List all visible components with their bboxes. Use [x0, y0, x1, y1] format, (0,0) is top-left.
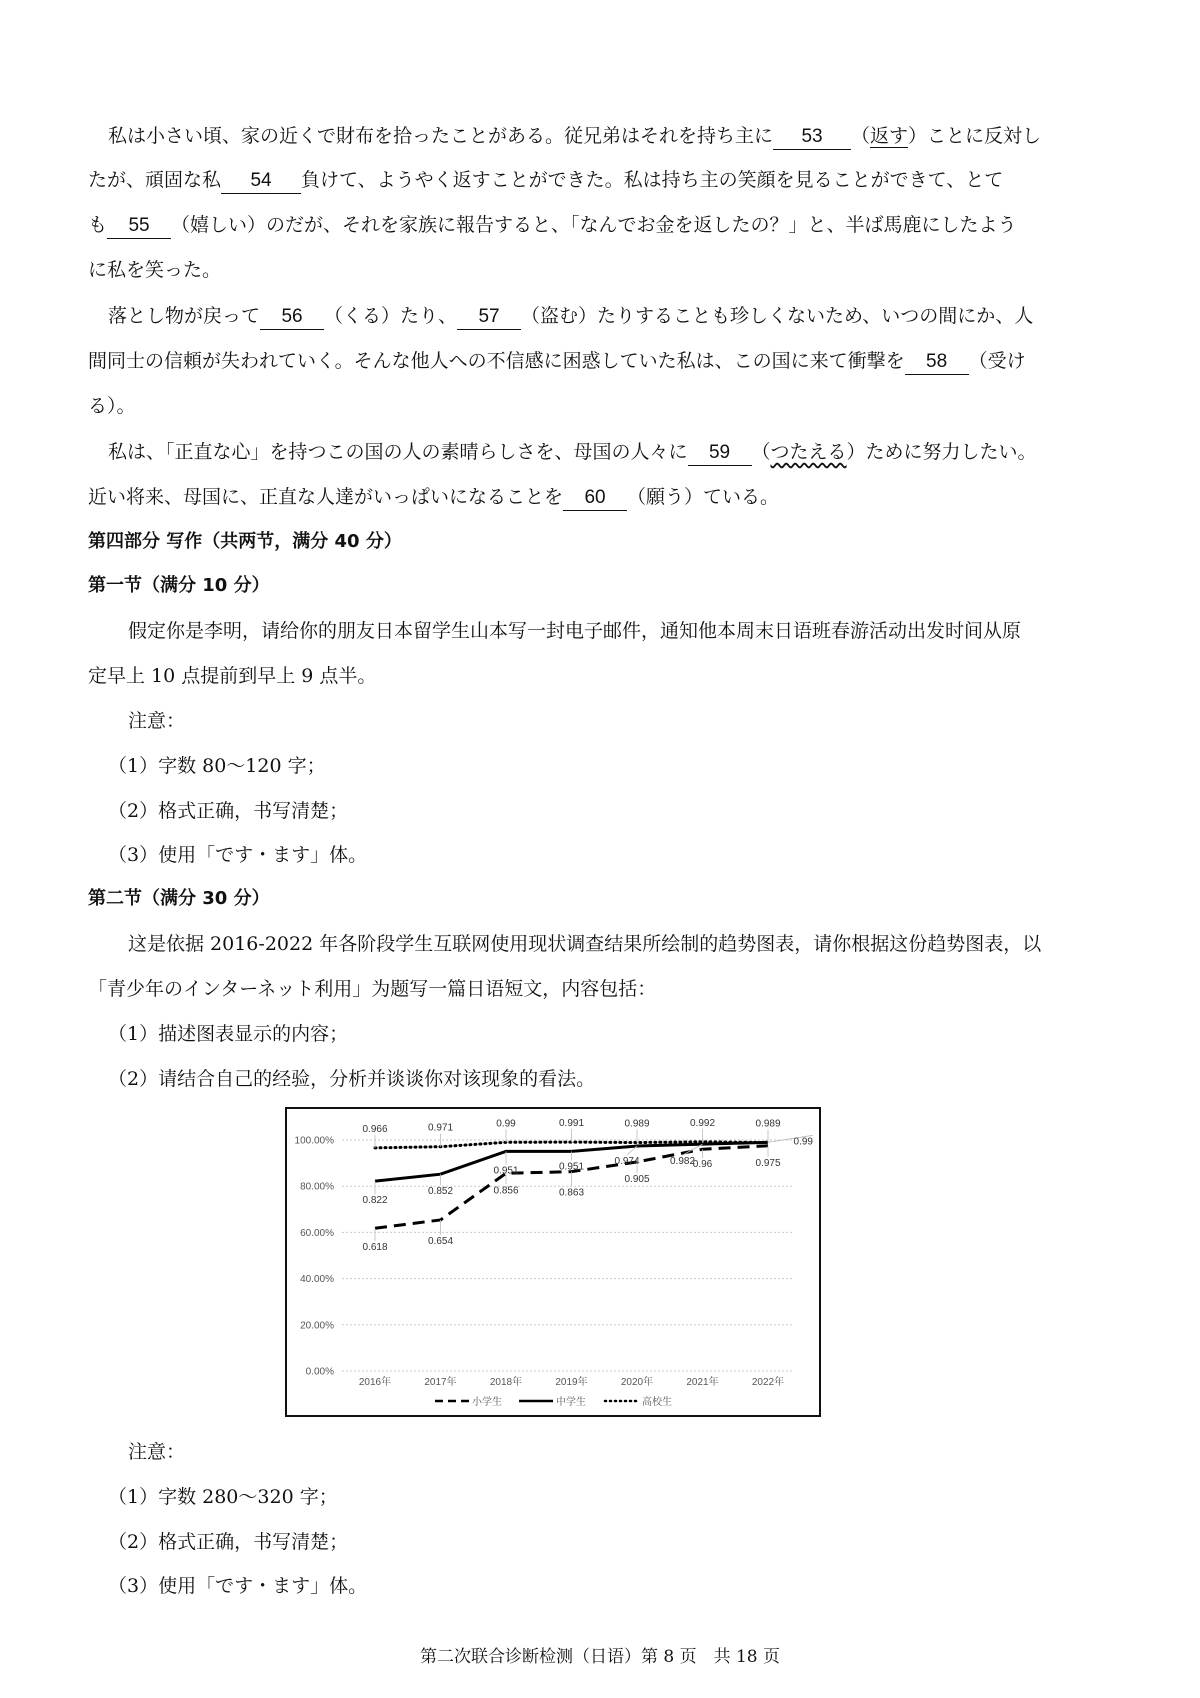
- section2-body-1: 这是依据 2016-2022 年各阶段学生互联网使用现状调查结果所绘制的趋势图表，请你根据这份趋势图表，以: [128, 933, 1042, 955]
- page-footer: 第二次联合诊断检测（日语）第 8 页 共 18 页: [419, 1647, 781, 1667]
- y-tick-label: 40.00%: [300, 1274, 334, 1286]
- data-label: 0.951: [493, 1165, 519, 1177]
- data-label: 0.982: [669, 1156, 696, 1168]
- section1-title: 第一节（满分 10 分）: [88, 575, 270, 596]
- data-label: 0.991: [558, 1118, 585, 1130]
- data-label: 0.989: [755, 1118, 781, 1130]
- x-tick-label: 2016年: [358, 1377, 392, 1388]
- blank-56: 56: [260, 305, 324, 330]
- data-label: 0.856: [493, 1185, 519, 1197]
- x-tick-label: 2018年: [489, 1377, 523, 1388]
- section1-item-1: （1）字数 80～120 字；: [108, 755, 326, 777]
- section2-notice: 注意：: [128, 1441, 186, 1463]
- blank-59: 59: [688, 441, 752, 466]
- data-label: 0.974: [614, 1156, 640, 1168]
- data-label: 0.863: [558, 1187, 585, 1199]
- section2-item-2: （2）格式正确，书写清楚；: [108, 1531, 349, 1553]
- part4-title: 第四部分 写作（共两节，满分 40 分）: [88, 531, 402, 552]
- section1-notice: 注意：: [128, 710, 186, 732]
- data-label: 0.99: [496, 1118, 516, 1130]
- legend-label: 高校生: [642, 1397, 672, 1408]
- data-label: 0.966: [362, 1123, 388, 1135]
- section2-title: 第二节（满分 30 分）: [88, 888, 270, 909]
- legend-label: 小学生: [472, 1397, 502, 1408]
- p2-line-2: 間同士の信頼が失われていく。そんな他人への不信感に困惑していた私は、この国に来て衝撃を 58 （受け: [88, 349, 1026, 375]
- blank-54: 54: [221, 169, 301, 194]
- p2-line-3: る）。: [88, 395, 136, 417]
- p1-line-3: も 55 （嬉しい）のだが、それを家族に報告すると、「なんでお金を返したの？」と、半ば馬鹿にしたよう: [88, 213, 1017, 239]
- y-tick-label: 60.00%: [300, 1227, 334, 1239]
- y-tick-label: 0.00%: [305, 1366, 334, 1378]
- data-label: 0.992: [689, 1117, 716, 1129]
- section2-item-3: （3）使用「です・ます」体。: [108, 1575, 368, 1597]
- data-label: 0.618: [362, 1242, 388, 1254]
- p3-line-2: 近い将来、母国に、正直な人達がいっぱいになることを 60 （願う）ている。: [88, 485, 779, 511]
- section2-req-2: （2）请结合自己的经验，分析并谈谈你对该现象的看法。: [108, 1068, 596, 1090]
- x-tick-label: 2017年: [424, 1377, 457, 1388]
- x-tick-label: 2020年: [620, 1377, 654, 1388]
- blank-58: 58: [905, 350, 969, 375]
- data-label: 0.975: [755, 1157, 781, 1169]
- p1-line-2: たが、頑固な私 54 負けて、ようやく返すことができた。私は持ち主の笑顔を見ることができて、とて: [88, 168, 1003, 194]
- data-label: 0.654: [427, 1235, 454, 1247]
- p3-line-1: 私は、「正直な心」を持つこの国の人の素晴らしさを、母国の人々に 59 （つたえる）ために努力したい。: [108, 440, 1037, 466]
- x-tick-label: 2021年: [686, 1377, 719, 1388]
- hint-kaesu: 返す: [870, 125, 909, 147]
- blank-60: 60: [563, 486, 627, 511]
- y-tick-label: 80.00%: [300, 1181, 334, 1193]
- legend-label: 中学生: [556, 1397, 586, 1408]
- data-label: 0.822: [362, 1195, 388, 1207]
- p1-line-4: に私を笑った。: [88, 259, 222, 281]
- trend-chart: [285, 1107, 821, 1417]
- section1-item-2: （2）格式正确，书写清楚；: [108, 800, 349, 822]
- data-label: 0.99: [793, 1136, 813, 1148]
- section2-item-1: （1）字数 280～320 字；: [108, 1486, 338, 1508]
- hint-tsutaeru: つたえる: [770, 441, 847, 463]
- section2-body-2: 「青少年のインターネット利用」为题写一篇日语短文，内容包括：: [88, 978, 657, 1000]
- p2-line-1: 落とし物が戻って 56 （くる）たり、 57 （盗む）たりすることも珍しくないため、いつの間にか、人: [108, 304, 1033, 330]
- x-tick-label: 2022年: [751, 1377, 785, 1388]
- section1-body-1: 假定你是李明，请给你的朋友日本留学生山本写一封电子邮件，通知他本周末日语班春游活动出发时间从原: [128, 620, 1022, 642]
- p1-line-1: 私は小さい頃、家の近くで財布を拾ったことがある。従兄弟はそれを持ち主に 53 （返す）ことに反対し: [108, 124, 1041, 150]
- data-label: 0.989: [624, 1118, 650, 1130]
- blank-57: 57: [457, 305, 521, 330]
- data-label: 0.905: [624, 1173, 650, 1185]
- data-label: 0.96: [692, 1159, 713, 1171]
- y-tick-label: 20.00%: [300, 1320, 334, 1332]
- data-label: 0.971: [427, 1122, 454, 1134]
- blank-53: 53: [773, 125, 851, 150]
- section1-item-3: （3）使用「です・ます」体。: [108, 844, 368, 866]
- section2-req-1: （1）描述图表显示的内容；: [108, 1023, 349, 1045]
- data-label: 0.951: [558, 1161, 585, 1173]
- y-tick-label: 100.00%: [294, 1135, 334, 1147]
- blank-55: 55: [107, 214, 171, 239]
- trend-chart-svg: [287, 1109, 819, 1415]
- x-tick-label: 2019年: [555, 1377, 588, 1388]
- data-label: 0.852: [427, 1186, 454, 1198]
- section1-body-2: 定早上 10 点提前到早上 9 点半。: [88, 665, 377, 687]
